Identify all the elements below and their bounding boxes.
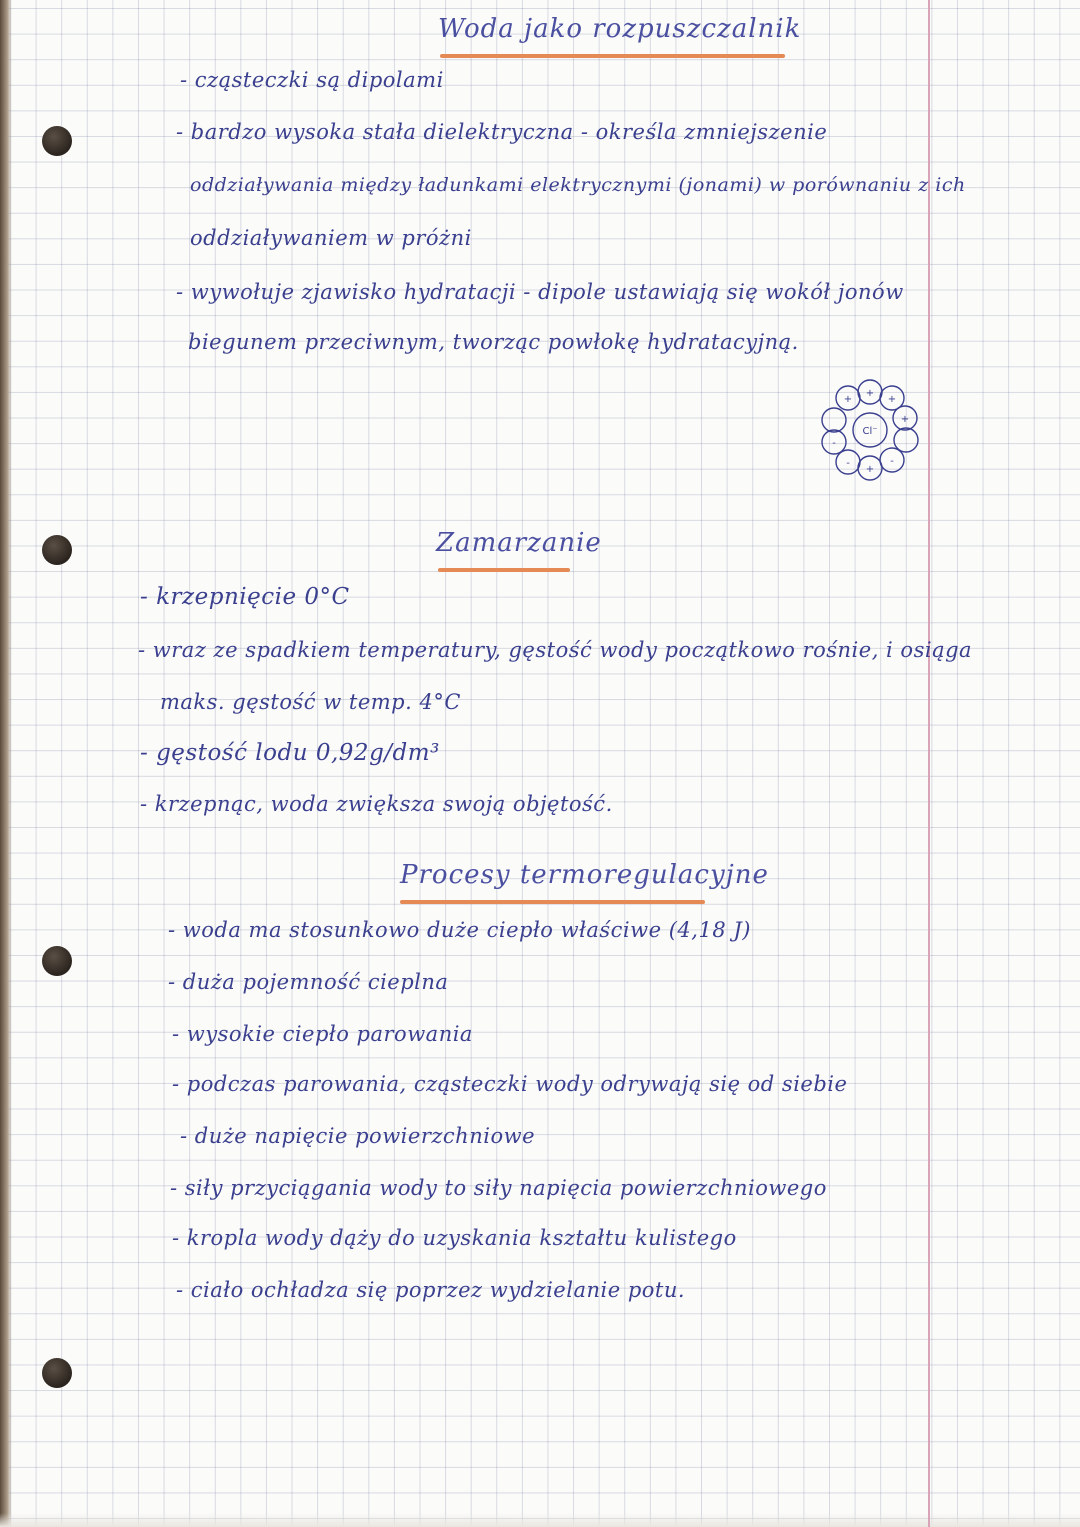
note-line: biegunem przeciwnym, tworząc powłokę hydratacyjną. — [188, 330, 799, 354]
note-line: - podczas parowania, cząsteczki wody odrywają się od siebie — [172, 1072, 848, 1096]
dipole-sign: - — [832, 438, 836, 449]
dipole-sign: - — [890, 456, 894, 467]
punch-hole-2 — [42, 535, 72, 565]
note-line: - kropla wody dąży do uzyskania kształtu kulistego — [172, 1226, 737, 1250]
punch-hole-4 — [42, 1358, 72, 1388]
punch-hole-3 — [42, 946, 72, 976]
water-dipole — [894, 428, 918, 452]
hydration-shell-diagram — [812, 372, 928, 488]
note-line: oddziaływania między ładunkami elektrycznymi (jonami) w porównaniu z ich — [190, 174, 966, 196]
paper-bottom-edge — [0, 1513, 1080, 1527]
note-line: oddziaływaniem w próżni — [190, 226, 472, 250]
dipole-sign: - — [846, 458, 850, 469]
heading-solvent: Woda jako rozpuszczalnik — [438, 14, 802, 44]
note-line: - gęstość lodu 0,92g/dm³ — [140, 740, 440, 766]
note-line: - bardzo wysoka stała dielektryczna - określa zmniejszenie — [176, 120, 828, 144]
dipole-sign: + — [843, 394, 853, 405]
note-line: - wysokie ciepło parowania — [172, 1022, 473, 1046]
punch-hole-1 — [42, 126, 72, 156]
heading-thermoregulation: Procesy termoregulacyjne — [400, 860, 769, 890]
note-line: - siły przyciągania wody to siły napięcia powierzchniowego — [170, 1176, 827, 1200]
heading-underline — [440, 54, 785, 58]
note-line: - wraz ze spadkiem temperatury, gęstość wody początkowo rośnie, i osiąga — [138, 638, 973, 662]
margin-line — [928, 0, 930, 1527]
note-line: - duża pojemność cieplna — [168, 970, 449, 994]
dipole-sign: + — [900, 414, 910, 425]
note-line: - krzepnięcie 0°C — [140, 584, 350, 610]
note-line: - krzepnąc, woda zwiększa swoją objętość. — [140, 792, 613, 816]
note-line: - cząsteczki są dipolami — [180, 68, 444, 92]
dipole-sign: + — [887, 394, 897, 405]
heading-underline — [400, 900, 705, 904]
note-line: maks. gęstość w temp. 4°C — [160, 690, 461, 714]
water-dipole — [822, 408, 846, 432]
heading-underline — [438, 568, 570, 572]
note-line: - duże napięcie powierzchniowe — [180, 1124, 535, 1148]
dipole-sign: + — [865, 464, 875, 475]
note-line: - woda ma stosunkowo duże ciepło właściwe (4,18 J) — [168, 918, 751, 942]
note-line: - wywołuje zjawisko hydratacji - dipole ustawiają się wokół jonów — [176, 280, 904, 304]
paper-binding-edge — [0, 0, 12, 1527]
center-ion-label: Cl⁻ — [862, 426, 878, 437]
heading-freezing: Zamarzanie — [436, 528, 602, 558]
dipole-sign: + — [865, 388, 875, 399]
note-line: - ciało ochładza się poprzez wydzielanie potu. — [176, 1278, 686, 1302]
